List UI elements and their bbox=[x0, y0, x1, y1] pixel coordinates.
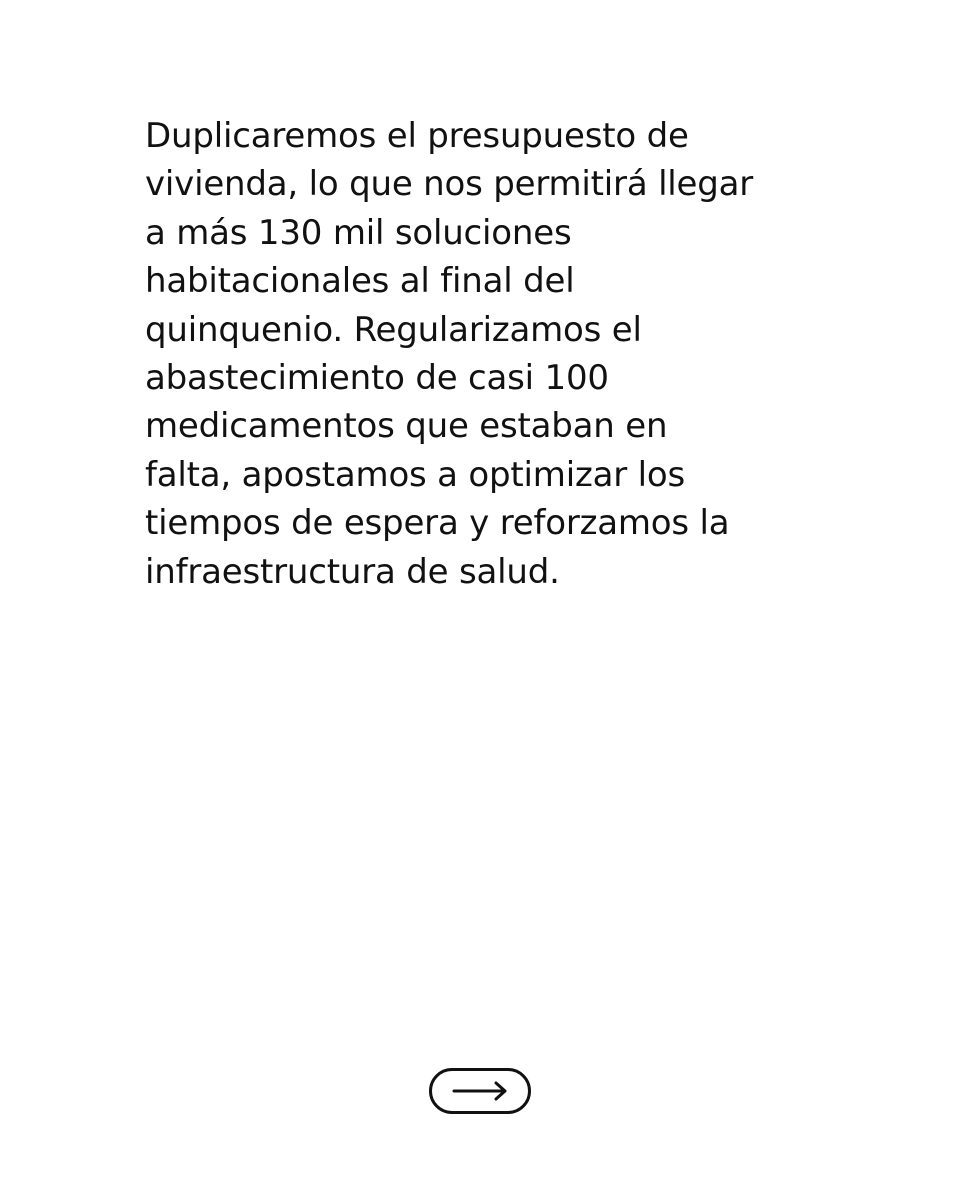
body-line: abastecimiento de casi 100 bbox=[145, 358, 609, 399]
body-line: vivienda, lo que nos permitirá llegar bbox=[145, 164, 754, 205]
body-line: a más 130 mil soluciones bbox=[145, 212, 572, 253]
arrow-right-icon bbox=[452, 1081, 508, 1101]
body-line: falta, apostamos a optimizar los bbox=[145, 454, 685, 495]
slide-body-text bbox=[145, 112, 825, 596]
body-line: Duplicaremos el presupuesto de bbox=[145, 116, 689, 156]
next-slide-button[interactable] bbox=[429, 1068, 531, 1114]
body-line: tiempos de espera y reforzamos la bbox=[145, 503, 730, 544]
body-line: medicamentos que estaban en bbox=[145, 406, 668, 447]
body-line: infraestructura de salud. bbox=[145, 551, 560, 592]
body-line: habitacionales al final del bbox=[145, 261, 575, 302]
body-line: quinquenio. Regularizamos el bbox=[145, 309, 642, 350]
